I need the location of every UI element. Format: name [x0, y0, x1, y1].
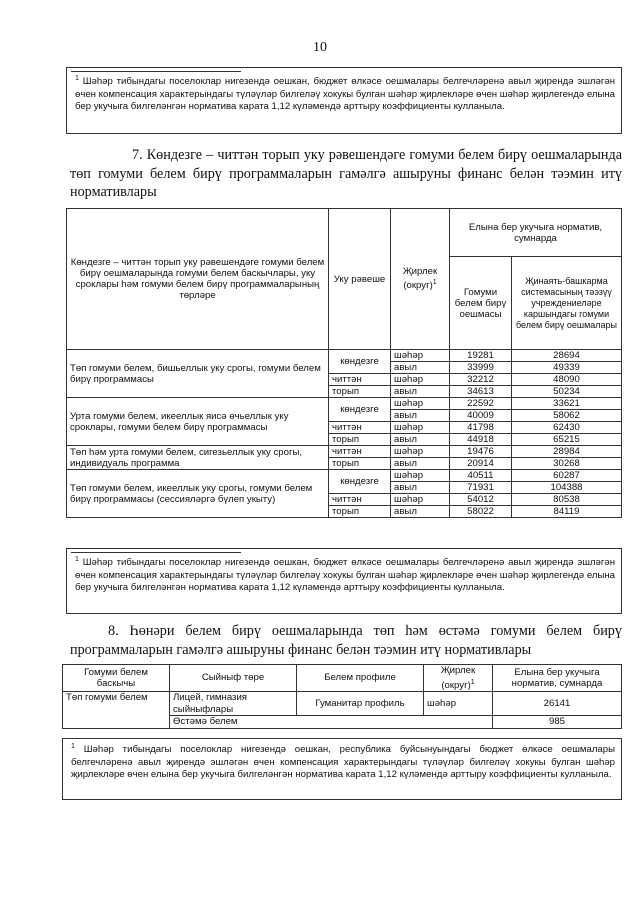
- general-cell: 19476: [450, 446, 512, 458]
- footnote-mark: 1: [75, 556, 79, 563]
- form-cell: читтән: [329, 494, 391, 506]
- form-cell: көндезге: [329, 350, 391, 374]
- locality-cell: шәһәр: [391, 470, 450, 482]
- locality-cell: авыл: [391, 434, 450, 446]
- header-penal: Җинаять-башкарма системасының тәэзүү учреждениеләре каршындагы гомуми белем бирү оешмалары: [512, 257, 622, 350]
- level-cell: Төп гомуми белем: [63, 692, 170, 729]
- footnote-top-text: Шәһәр тибындагы поселоклар нигезендә оешкан, бюджет өлкәсе оешмалары белгечләренә авыл җирендә эшләгән өчен компенсация характерындагы түләүләр билгеләү хокукы булган шәһәр җирлекләре өчен шәһәр җирлегендә елына бер укучыга билгеләнгән норматива карата 1,12 күләмендә арттыру коэффициенты кулланыла.: [75, 76, 615, 113]
- locality-cell: шәһәр: [391, 398, 450, 410]
- locality-cell: шәһәр: [391, 422, 450, 434]
- footnote-top: [66, 67, 622, 134]
- footnote-bottom: [62, 738, 622, 800]
- footnote-rule: [71, 552, 241, 553]
- locality-cell: шәһәр: [391, 494, 450, 506]
- locality-cell: авыл: [391, 410, 450, 422]
- locality-cell: авыл: [391, 362, 450, 374]
- penal-cell: 65215: [512, 434, 622, 446]
- header-form: Уку рәвеше: [329, 209, 391, 350]
- general-cell: 19281: [450, 350, 512, 362]
- section7-title: 7. Көндезге – читтән торып уку рәвешендәге гомуми белем бирү оешмаларында төп гомуми белем бирү программаларын гамәлгә ашыруны финанс белән тәэмин итү нормативлары: [70, 147, 622, 200]
- header-general: Гомуми белем бирү оешмасы: [450, 257, 512, 350]
- general-cell: 32212: [450, 374, 512, 386]
- penal-cell: 33621: [512, 398, 622, 410]
- table-row: [67, 470, 622, 482]
- locality-cell: шәһәр: [391, 374, 450, 386]
- locality-cell: авыл: [391, 458, 450, 470]
- general-cell: 71931: [450, 482, 512, 494]
- program-cell: Төп гомуми белем, икееллык уку срогы, гомуми белем бирү программасы (сессияләргә бүлеп укыту): [67, 470, 329, 518]
- footnote-mid: [66, 548, 622, 614]
- locality-cell: авыл: [391, 506, 450, 518]
- form-cell: читтән: [329, 374, 391, 386]
- program-cell: Урта гомуми белем, икееллык яисә өчьеллык уку сроклары, гомуми белем бирү программасы: [67, 398, 329, 446]
- header-level: Гомуми белем баскычы: [63, 665, 170, 692]
- penal-cell: 104388: [512, 482, 622, 494]
- header-program: Көндезге – читтән торып уку рәвешендәге гомуми белем бирү оешмаларында гомуми белем баскычлары, уку сроклары һәм гомуми белем бирү программаларының төрләре: [67, 209, 329, 350]
- form-cell: читтән: [329, 422, 391, 434]
- extra-value-cell: 985: [493, 716, 622, 729]
- general-cell: 44918: [450, 434, 512, 446]
- footnote-mid-text: Шәһәр тибындагы поселоклар нигезендә оешкан, бюджет өлкәсе оешмалары белгечләренә авыл җирендә эшләгән өчен компенсация характерындагы түләүләр билгеләү хокукы булган шәһәр җирлекләре өчен шәһәр җирлегендә елына бер укучыга билгеләнгән норматива карата 1,12 күләмендә арттыру коэффициенты кулланыла.: [75, 557, 615, 594]
- locality-cell: авыл: [391, 482, 450, 494]
- penal-cell: 48090: [512, 374, 622, 386]
- program-cell: Төп гомуми белем, бишьеллык уку срогы, гомуми белем бирү программасы: [67, 350, 329, 398]
- table-row: [67, 446, 622, 458]
- header-norm-group: Елына бер укучыга норматив, сумнарда: [450, 209, 622, 257]
- program-cell: Төп һәм урта гомуми белем, сигезьеллык уку срогы, индивидуаль программа: [67, 446, 329, 470]
- table-row: [63, 692, 622, 716]
- footnote-bottom-text: Шәһәр тибындагы поселоклар нигезендә оешкан, республика буйсынуындагы бюджет өлкәсе оешмалары белгечләренә авыл җирендә эшләгән өчен компенсация характерындагы түләүләр билгеләү хокукы булган шәһәр җирлекләре өчен елына бер укучыга билгеләнгән норматива карата 1,12 күләмендә арттыру коэффициенты кулланыла.: [71, 744, 615, 781]
- general-cell: 22592: [450, 398, 512, 410]
- penal-cell: 49339: [512, 362, 622, 374]
- penal-cell: 28984: [512, 446, 622, 458]
- locality-cell: шәһәр: [391, 446, 450, 458]
- locality-cell: шәһәр: [391, 350, 450, 362]
- footnote-mark: 1: [75, 75, 79, 82]
- locality-cell: шәһәр: [424, 692, 493, 716]
- footnote-mark: 1: [71, 743, 75, 750]
- general-cell: 41798: [450, 422, 512, 434]
- header-locality: Җирлек (округ)$^1$: [391, 209, 450, 350]
- penal-cell: 30268: [512, 458, 622, 470]
- locality-cell: авыл: [391, 386, 450, 398]
- general-cell: 40511: [450, 470, 512, 482]
- form-cell: көндезге: [329, 398, 391, 422]
- footnote-rule: [71, 71, 241, 72]
- penal-cell: 28694: [512, 350, 622, 362]
- extra-label-cell: Өстәмә белем: [170, 716, 493, 729]
- form-cell: торып: [329, 434, 391, 446]
- penal-cell: 62430: [512, 422, 622, 434]
- penal-cell: 60287: [512, 470, 622, 482]
- table-row: [67, 398, 622, 410]
- class-cell: Лицей, гимназия сыйныфлары: [170, 692, 297, 716]
- header-locality: Җирлек (округ)$^1$: [424, 665, 493, 692]
- general-cell: 58022: [450, 506, 512, 518]
- norm-cell: 26141: [493, 692, 622, 716]
- general-cell: 40009: [450, 410, 512, 422]
- section8-title: 8. Һөнәри белем бирү оешмаларында төп һәм өстәмә гомуми белем бирү программаларын гамәлгә ашыруны финанс белән тәэмин итү нормативлары: [70, 623, 622, 658]
- penal-cell: 50234: [512, 386, 622, 398]
- table-section8: [62, 664, 622, 729]
- form-cell: көндезге: [329, 470, 391, 494]
- table-section7: [66, 208, 622, 518]
- form-cell: торып: [329, 506, 391, 518]
- header-norm: Елына бер укучыга норматив, сумнарда: [493, 665, 622, 692]
- header-profile: Белем профиле: [297, 665, 424, 692]
- page-number: 10: [313, 40, 327, 55]
- form-cell: читтән: [329, 446, 391, 458]
- penal-cell: 84119: [512, 506, 622, 518]
- form-cell: торып: [329, 458, 391, 470]
- table-header-row: [63, 665, 622, 692]
- general-cell: 54012: [450, 494, 512, 506]
- general-cell: 20914: [450, 458, 512, 470]
- general-cell: 34613: [450, 386, 512, 398]
- penal-cell: 58062: [512, 410, 622, 422]
- form-cell: торып: [329, 386, 391, 398]
- profile-cell: Гуманитар профиль: [297, 692, 424, 716]
- general-cell: 33999: [450, 362, 512, 374]
- header-class: Сыйныф төре: [170, 665, 297, 692]
- table-row: [67, 350, 622, 362]
- penal-cell: 80538: [512, 494, 622, 506]
